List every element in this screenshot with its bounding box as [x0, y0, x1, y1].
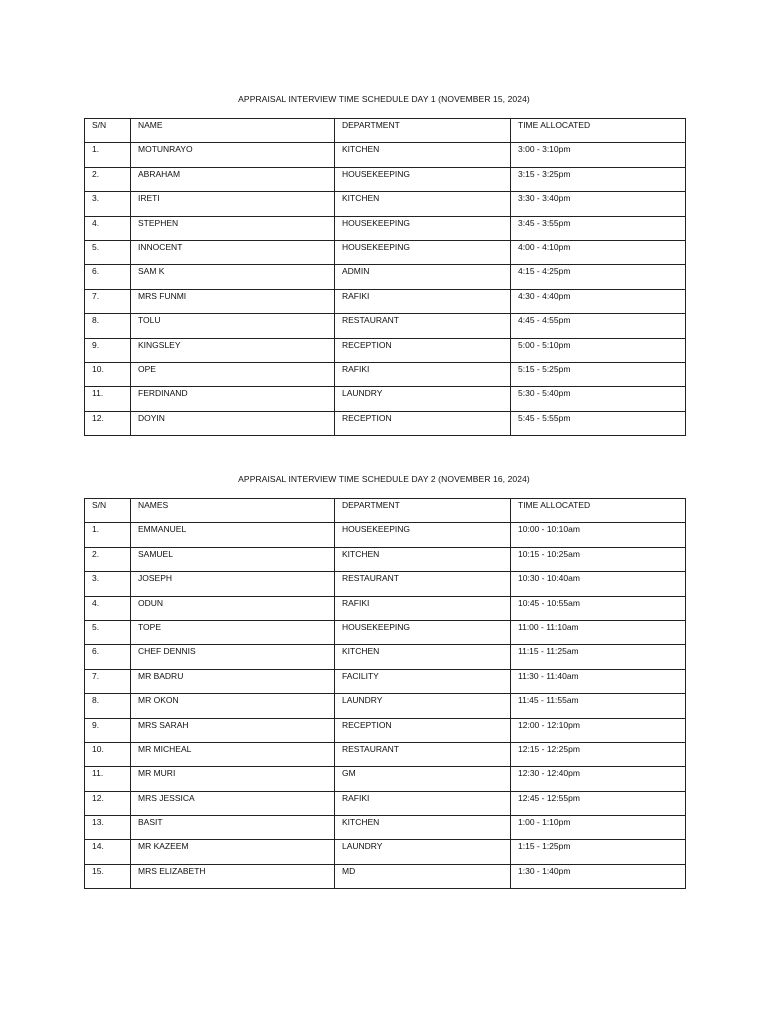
cell-time: 12:30 - 12:40pm — [511, 767, 686, 791]
table-row — [85, 547, 686, 571]
table-row — [85, 314, 686, 338]
day2-title: APPRAISAL INTERVIEW TIME SCHEDULE DAY 2 (NOVEMBER 16, 2024) — [238, 474, 530, 484]
cell-department: KITCHEN — [335, 816, 511, 840]
table-row — [85, 864, 686, 888]
table-row — [85, 840, 686, 864]
cell-time: 3:30 - 3:40pm — [511, 192, 686, 216]
day1-schedule-table — [84, 118, 686, 436]
cell-time: 11:00 - 11:10am — [511, 620, 686, 644]
cell-name: TOLU — [131, 314, 335, 338]
cell-department: ADMIN — [335, 265, 511, 289]
table-row — [85, 572, 686, 596]
cell-sn: 11. — [85, 767, 131, 791]
header-cell-department: DEPARTMENT — [335, 119, 511, 143]
cell-time: 1:30 - 1:40pm — [511, 864, 686, 888]
cell-sn: 4. — [85, 216, 131, 240]
table-row — [85, 669, 686, 693]
table-row — [85, 767, 686, 791]
cell-department: KITCHEN — [335, 143, 511, 167]
table-row — [85, 338, 686, 362]
cell-department: LAUNDRY — [335, 694, 511, 718]
cell-department: LAUNDRY — [335, 387, 511, 411]
cell-name: MR MICHEAL — [131, 742, 335, 766]
day2-schedule-table — [84, 498, 686, 889]
cell-name: INNOCENT — [131, 240, 335, 264]
cell-name: SAMUEL — [131, 547, 335, 571]
cell-sn: 10. — [85, 742, 131, 766]
cell-time: 5:45 - 5:55pm — [511, 411, 686, 435]
cell-sn: 5. — [85, 240, 131, 264]
cell-department: RECEPTION — [335, 411, 511, 435]
cell-department: FACILITY — [335, 669, 511, 693]
cell-time: 12:00 - 12:10pm — [511, 718, 686, 742]
cell-name: JOSEPH — [131, 572, 335, 596]
table-row — [85, 143, 686, 167]
cell-sn: 15. — [85, 864, 131, 888]
cell-time: 3:00 - 3:10pm — [511, 143, 686, 167]
cell-name: SAM K — [131, 265, 335, 289]
table-row — [85, 411, 686, 435]
cell-time: 11:45 - 11:55am — [511, 694, 686, 718]
cell-department: RESTAURANT — [335, 742, 511, 766]
table-row — [85, 791, 686, 815]
table-row — [85, 265, 686, 289]
header-cell-time: TIME ALLOCATED — [511, 499, 686, 523]
cell-time: 4:00 - 4:10pm — [511, 240, 686, 264]
table-row — [85, 816, 686, 840]
cell-time: 10:30 - 10:40am — [511, 572, 686, 596]
header-cell-time: TIME ALLOCATED — [511, 119, 686, 143]
cell-sn: 5. — [85, 620, 131, 644]
cell-sn: 7. — [85, 289, 131, 313]
cell-time: 11:15 - 11:25am — [511, 645, 686, 669]
table-row — [85, 718, 686, 742]
cell-department: KITCHEN — [335, 192, 511, 216]
cell-time: 1:00 - 1:10pm — [511, 816, 686, 840]
table-row — [85, 645, 686, 669]
cell-name: MRS FUNMI — [131, 289, 335, 313]
cell-department: RAFIKI — [335, 362, 511, 386]
cell-time: 5:15 - 5:25pm — [511, 362, 686, 386]
cell-name: IRETI — [131, 192, 335, 216]
cell-department: KITCHEN — [335, 645, 511, 669]
cell-time: 4:45 - 4:55pm — [511, 314, 686, 338]
cell-name: KINGSLEY — [131, 338, 335, 362]
cell-sn: 14. — [85, 840, 131, 864]
table-row — [85, 192, 686, 216]
cell-department: RAFIKI — [335, 596, 511, 620]
header-cell-name: NAMES — [131, 499, 335, 523]
cell-name: FERDINAND — [131, 387, 335, 411]
cell-name: MR OKON — [131, 694, 335, 718]
cell-time: 11:30 - 11:40am — [511, 669, 686, 693]
table-row — [85, 362, 686, 386]
cell-name: STEPHEN — [131, 216, 335, 240]
table-row — [85, 240, 686, 264]
cell-time: 12:45 - 12:55pm — [511, 791, 686, 815]
cell-time: 12:15 - 12:25pm — [511, 742, 686, 766]
table-row — [85, 596, 686, 620]
cell-sn: 3. — [85, 192, 131, 216]
cell-department: RESTAURANT — [335, 314, 511, 338]
table-row — [85, 523, 686, 547]
table-row — [85, 387, 686, 411]
cell-department: HOUSEKEEPING — [335, 167, 511, 191]
cell-name: ODUN — [131, 596, 335, 620]
cell-name: MOTUNRAYO — [131, 143, 335, 167]
cell-department: RECEPTION — [335, 718, 511, 742]
cell-sn: 12. — [85, 791, 131, 815]
cell-department: HOUSEKEEPING — [335, 523, 511, 547]
cell-department: RAFIKI — [335, 791, 511, 815]
cell-sn: 10. — [85, 362, 131, 386]
cell-name: OPE — [131, 362, 335, 386]
cell-department: HOUSEKEEPING — [335, 620, 511, 644]
cell-name: MRS JESSICA — [131, 791, 335, 815]
table-row — [85, 742, 686, 766]
cell-department: RESTAURANT — [335, 572, 511, 596]
table-row — [85, 694, 686, 718]
cell-time: 5:30 - 5:40pm — [511, 387, 686, 411]
cell-department: LAUNDRY — [335, 840, 511, 864]
table-row — [85, 620, 686, 644]
table-row — [85, 289, 686, 313]
cell-time: 4:15 - 4:25pm — [511, 265, 686, 289]
cell-sn: 4. — [85, 596, 131, 620]
cell-time: 10:00 - 10:10am — [511, 523, 686, 547]
cell-time: 5:00 - 5:10pm — [511, 338, 686, 362]
cell-time: 4:30 - 4:40pm — [511, 289, 686, 313]
cell-name: MRS ELIZABETH — [131, 864, 335, 888]
cell-department: KITCHEN — [335, 547, 511, 571]
cell-name: MRS SARAH — [131, 718, 335, 742]
header-cell-sn: S/N — [85, 499, 131, 523]
cell-time: 3:45 - 3:55pm — [511, 216, 686, 240]
cell-sn: 12. — [85, 411, 131, 435]
table-header-row — [85, 499, 686, 523]
cell-name: EMMANUEL — [131, 523, 335, 547]
cell-name: DOYIN — [131, 411, 335, 435]
cell-time: 10:15 - 10:25am — [511, 547, 686, 571]
cell-sn: 8. — [85, 314, 131, 338]
cell-name: MR MURI — [131, 767, 335, 791]
cell-sn: 9. — [85, 718, 131, 742]
cell-name: MR BADRU — [131, 669, 335, 693]
cell-sn: 6. — [85, 265, 131, 289]
cell-name: ABRAHAM — [131, 167, 335, 191]
header-cell-sn: S/N — [85, 119, 131, 143]
header-cell-department: DEPARTMENT — [335, 499, 511, 523]
cell-name: MR KAZEEM — [131, 840, 335, 864]
table-row — [85, 167, 686, 191]
day1-title: APPRAISAL INTERVIEW TIME SCHEDULE DAY 1 (NOVEMBER 15, 2024) — [238, 94, 530, 104]
cell-sn: 11. — [85, 387, 131, 411]
cell-department: HOUSEKEEPING — [335, 240, 511, 264]
cell-sn: 2. — [85, 547, 131, 571]
cell-sn: 2. — [85, 167, 131, 191]
cell-department: RAFIKI — [335, 289, 511, 313]
header-cell-name: NAME — [131, 119, 335, 143]
cell-sn: 1. — [85, 143, 131, 167]
cell-sn: 7. — [85, 669, 131, 693]
cell-name: TOPE — [131, 620, 335, 644]
cell-department: HOUSEKEEPING — [335, 216, 511, 240]
cell-sn: 6. — [85, 645, 131, 669]
cell-sn: 8. — [85, 694, 131, 718]
cell-department: MD — [335, 864, 511, 888]
cell-time: 10:45 - 10:55am — [511, 596, 686, 620]
cell-time: 1:15 - 1:25pm — [511, 840, 686, 864]
cell-name: CHEF DENNIS — [131, 645, 335, 669]
cell-name: BASIT — [131, 816, 335, 840]
table-header-row — [85, 119, 686, 143]
cell-sn: 9. — [85, 338, 131, 362]
cell-sn: 1. — [85, 523, 131, 547]
cell-department: RECEPTION — [335, 338, 511, 362]
cell-department: GM — [335, 767, 511, 791]
cell-sn: 13. — [85, 816, 131, 840]
cell-sn: 3. — [85, 572, 131, 596]
cell-time: 3:15 - 3:25pm — [511, 167, 686, 191]
table-row — [85, 216, 686, 240]
